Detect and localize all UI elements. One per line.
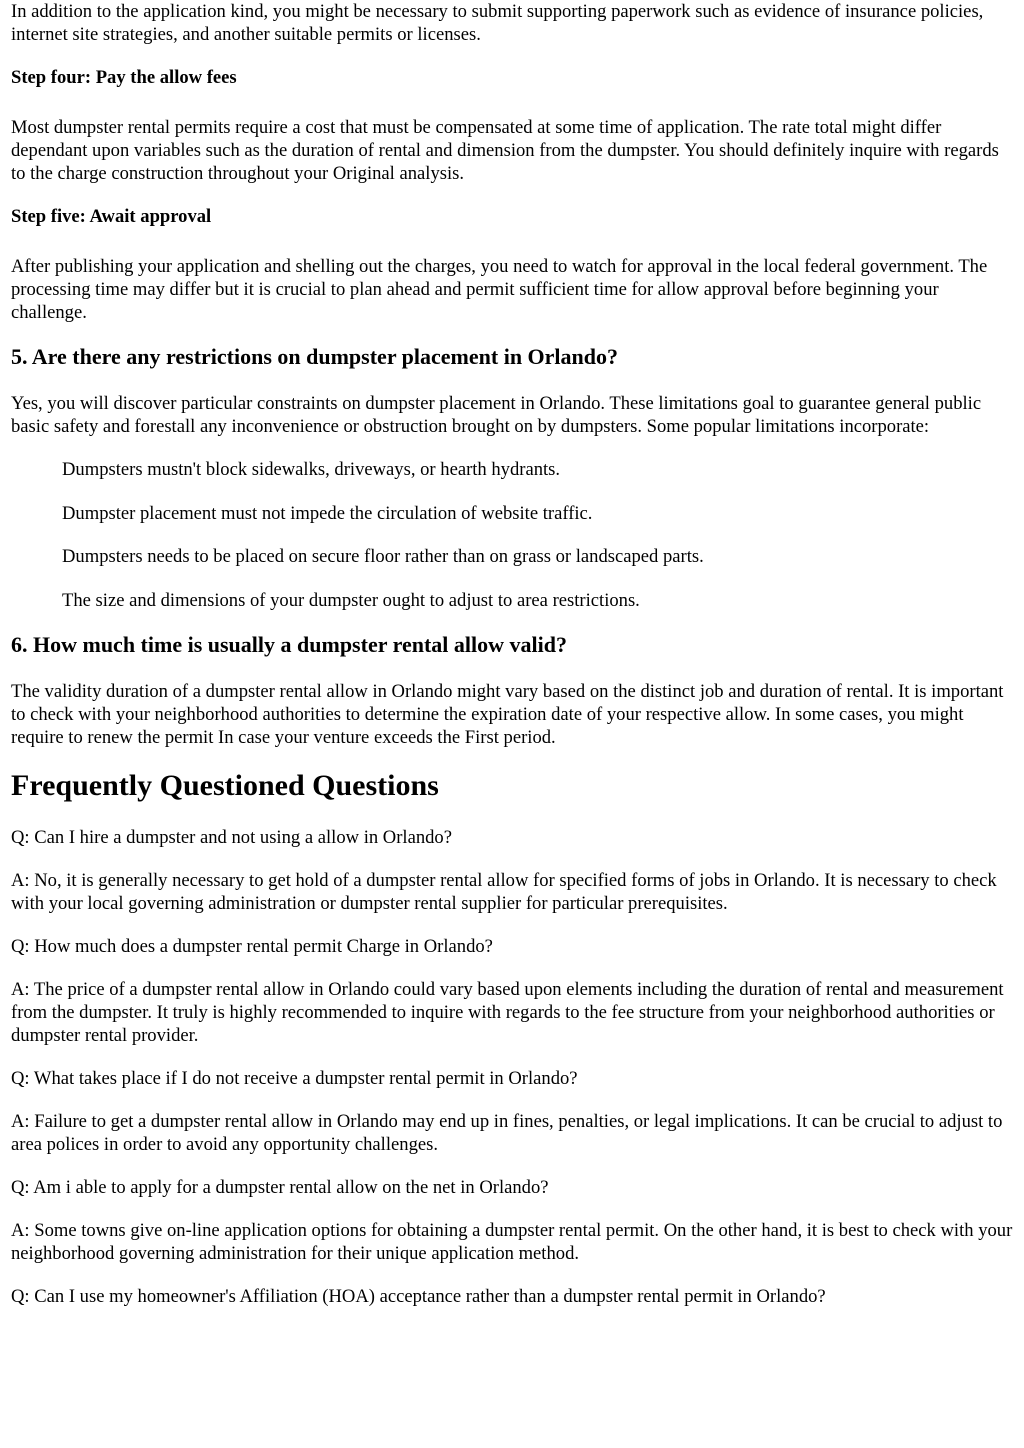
question-six-paragraph: The validity duration of a dumpster rental allow in Orlando might vary based on the distinct job and duration of rental. It is important to check with your neighborhood authorities to determine the expiration date of your respective allow. In some cases, you might require to renew the permit In case your venture exceeds the First period. <box>11 680 1004 748</box>
faq-question: Q: Can I hire a dumpster and not using a allow in Orlando? <box>11 826 452 848</box>
step-four-paragraph: Most dumpster rental permits require a cost that must be compensated at some time of application. The rate total might differ dependant upon variables such as the duration of rental and dimension from the dumpster. You should definitely inquire with regards to the charge construction throughout your Original analysis. <box>11 117 999 184</box>
list-item: Dumpsters mustn't block sidewalks, driveways, or hearth hydrants. <box>62 459 561 480</box>
list-item: Dumpster placement must not impede the circulation of website traffic. <box>62 502 593 524</box>
faq-answer: A: Failure to get a dumpster rental allow in Orlando may end up in fines, penalties, or legal implications. It can be crucial to adjust to area polices in order to avoid any opportunity challenges. <box>11 1110 1003 1155</box>
step-five-paragraph: After publishing your application and shelling out the charges, you need to watch for approval in the local federal government. The processing time may differ but it is crucial to plan ahead and permit sufficient time for allow approval before beginning your challenge. <box>11 256 988 323</box>
faq-heading: Frequently Questioned Questions <box>11 768 439 802</box>
intro-paragraph: In addition to the application kind, you might be necessary to submit supporting paperwork such as evidence of insurance policies, internet site strategies, and another suitable permits or licenses. <box>11 1 984 45</box>
list-item: Dumpsters needs to be placed on secure floor rather than on grass or landscaped parts. <box>62 546 704 567</box>
faq-answer: A: The price of a dumpster rental allow in Orlando could vary based upon elements including the duration of rental and measurement from the dumpster. It truly is highly recommended to inquire with regards to the fee structure from your neighborhood authorities or dumpster rental provider. <box>11 978 1004 1046</box>
question-six-heading: 6. How much time is usually a dumpster rental allow valid? <box>11 631 567 657</box>
faq-question: Q: Am i able to apply for a dumpster rental allow on the net in Orlando? <box>11 1176 549 1198</box>
list-item: The size and dimensions of your dumpster ought to adjust to area restrictions. <box>62 589 640 611</box>
question-five-heading: 5. Are there any restrictions on dumpster placement in Orlando? <box>11 344 619 369</box>
question-five-paragraph: Yes, you will discover particular constraints on dumpster placement in Orlando. These limitations goal to guarantee general public basic safety and forestall any inconvenience or obstruction brought on by dumpsters. Some popular limitations incorporate: <box>11 393 982 437</box>
faq-answer: A: Some towns give on-line application options for obtaining a dumpster rental permit. On the other hand, it is best to check with your neighborhood governing administration for their unique application method. <box>11 1219 1013 1264</box>
faq-answer: A: No, it is generally necessary to get hold of a dumpster rental allow for specified forms of jobs in Orlando. It is necessary to check with your local governing administration or dumpster rental supplier for particular prerequisites. <box>11 869 997 914</box>
restrictions-list <box>11 458 1014 612</box>
step-five-heading: Step five: Await approval <box>11 206 212 227</box>
faq-question: Q: Can I use my homeowner's Affiliation (HOA) acceptance rather than a dumpster rental permit in Orlando? <box>11 1285 826 1307</box>
step-four-heading: Step four: Pay the allow fees <box>11 67 237 88</box>
faq-question: Q: What takes place if I do not receive a dumpster rental permit in Orlando? <box>11 1067 578 1089</box>
faq-question: Q: How much does a dumpster rental permit Charge in Orlando? <box>11 935 493 957</box>
